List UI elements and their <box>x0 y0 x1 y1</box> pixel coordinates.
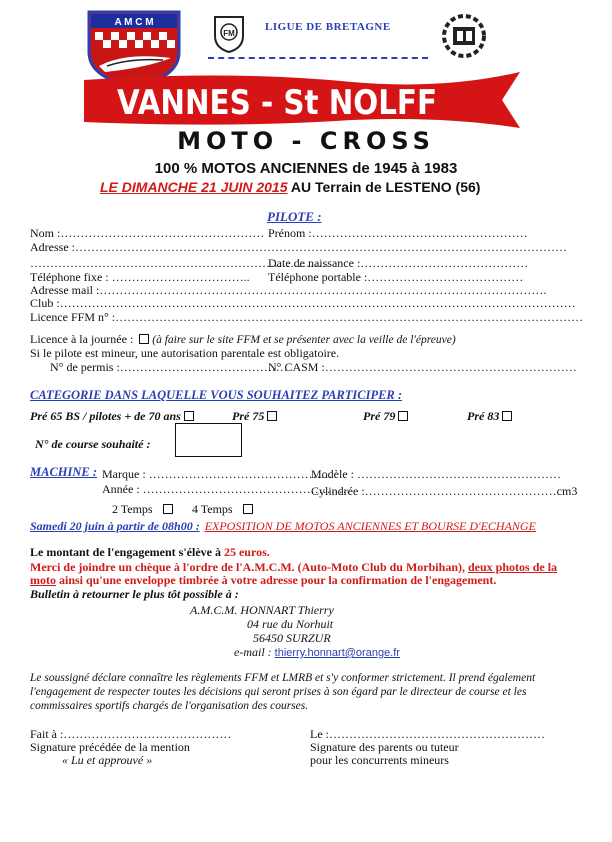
address-email-row <box>234 645 400 660</box>
ligue-title: LIGUE DE BRETAGNE <box>265 21 391 33</box>
signature-label: Signature précédée de la mention <box>30 740 190 754</box>
categorie-checkbox[interactable] <box>184 411 194 421</box>
engagement-photos-text: deux photos de la <box>468 560 558 574</box>
email-link[interactable]: thierry.honnart@orange.fr <box>274 647 400 659</box>
engagement-cheque-text: Merci de joindre un chèque à l'ordre de l'A.M.C.M. (Auto-Moto Club du Morbihan), <box>30 560 468 574</box>
permis-field[interactable]: N° de permis :…………………………………… <box>50 360 288 374</box>
engagement-price: 25 euros. <box>223 545 270 559</box>
mail-field[interactable]: Adresse mail :…………………………………………………………………………………………………. <box>30 283 547 297</box>
address-name: A.M.C.M. HONNART Thierry <box>190 603 334 617</box>
licence-journee-row <box>30 332 456 347</box>
categorie-option[interactable] <box>467 409 512 423</box>
engagement-line-1 <box>30 545 270 559</box>
engagement-moto-text: moto <box>30 573 56 587</box>
tel-portable-field[interactable]: Téléphone portable :………………………………… <box>268 270 524 284</box>
engagement-line-2 <box>30 560 557 574</box>
date-le-field[interactable]: Le :……………………………………………… <box>310 727 545 741</box>
parent-signature-label: Signature des parents ou tuteur <box>310 740 459 754</box>
categorie-option[interactable] <box>232 409 277 423</box>
categorie-label: Pré 65 BS / pilotes + de 70 ans <box>30 409 181 423</box>
mineurs-label: pour les concurrents mineurs <box>310 753 449 767</box>
email-label: e-mail : <box>234 645 275 659</box>
samedi-date: Samedi 20 juin à partir de 08h00 : <box>30 519 200 533</box>
adresse-field[interactable]: Adresse :…………………………………………………………………………………………………………… <box>30 240 567 254</box>
exposition-text: EXPOSITION DE MOTOS ANCIENNES ET BOURSE D'ECHANGE <box>204 519 536 533</box>
declaration-line: commissaires sportifs chargés de l'organisation des courses. <box>30 700 309 712</box>
naissance-field[interactable]: Date de naissance :…………………………………… <box>268 256 529 270</box>
categorie-label: Pré 79 <box>363 409 396 423</box>
marque-field[interactable]: Marque : ………………………………………. <box>102 467 332 481</box>
adresse2-field[interactable]: ………………………………………………………………… <box>30 256 330 270</box>
bulletin-note: Bulletin à retourner le plus tôt possible à : <box>30 587 239 601</box>
casm-field[interactable]: N° CASM :……………………………………………………… <box>268 360 577 374</box>
categorie-option[interactable] <box>30 409 194 423</box>
tel-fixe-field[interactable]: Téléphone fixe : …………………………….. <box>30 270 250 284</box>
event-date-place: AU Terrain de LESTENO (56) <box>287 179 481 195</box>
licence-journee-note: (à faire sur le site FFM et se présenter avec la veille de l'épreuve) <box>152 334 456 346</box>
four-stroke-option[interactable] <box>192 502 253 516</box>
categorie-heading: CATEGORIE DANS LAQUELLE VOUS SOUHAITEZ PARTICIPER : <box>30 388 403 402</box>
engagement-line-3 <box>30 573 496 587</box>
event-date-day: LE DIMANCHE 21 JUIN 2015 <box>100 179 288 195</box>
event-title: MOTO - CROSS <box>177 127 435 155</box>
categorie-checkbox[interactable] <box>398 411 408 421</box>
four-stroke-label: 4 Temps <box>192 502 233 516</box>
fem-logo <box>440 12 488 60</box>
categorie-checkbox[interactable] <box>267 411 277 421</box>
badge-text: A M C M <box>114 17 154 28</box>
engagement-enveloppe-text: ainsi qu'une enveloppe timbrée à votre adresse pour la confirmation de l'engagement. <box>56 573 497 587</box>
address-city: 56450 SURZUR <box>253 631 331 645</box>
four-stroke-checkbox[interactable] <box>243 504 253 514</box>
nom-field[interactable]: Nom :…………………………………………… <box>30 226 265 240</box>
vannes-pennant <box>82 70 522 130</box>
engagement-text: Le montant de l'engagement s'élève à <box>30 545 224 559</box>
categorie-option[interactable] <box>363 409 408 423</box>
cylindree-field[interactable]: Cylindrée :…………………………………………cm3 <box>311 484 578 498</box>
event-subtitle: 100 % MOTOS ANCIENNES de 1945 à 1983 <box>154 160 458 177</box>
declaration-line: l'engagement de respecter toutes les décisions qui seront prises à son égard par le directeur de course et les <box>30 686 527 698</box>
categorie-label: Pré 83 <box>467 409 500 423</box>
course-number-label: N° de course souhaité : <box>35 437 151 451</box>
categorie-label: Pré 75 <box>232 409 265 423</box>
modele-field[interactable]: Modèle : …………………………………………… <box>311 467 561 481</box>
lu-approuve: « Lu et approuvé » <box>62 753 153 767</box>
licence-journee-label: Licence à la journée : <box>30 332 134 346</box>
licence-field[interactable]: Licence FFM n° :……………………………………………………………………………………………………… <box>30 310 584 324</box>
pilote-heading: PILOTE : <box>267 209 322 224</box>
fm-badge-text: FM <box>223 29 235 38</box>
samedi-line <box>30 519 536 533</box>
licence-journee-checkbox[interactable] <box>139 334 149 344</box>
declaration-line: Le soussigné déclare connaître les règlements FFM et LMRB et s'y conformer strictement. Il prend également <box>30 672 536 684</box>
annee-field[interactable]: Année : ……………………………………………. <box>102 482 350 496</box>
fait-a-field[interactable]: Fait à :…………………………………… <box>30 727 232 741</box>
course-number-input[interactable] <box>175 423 242 457</box>
pennant-text: VANNES - St NOLFF <box>117 83 437 123</box>
two-stroke-checkbox[interactable] <box>163 504 173 514</box>
prenom-field[interactable]: Prénom :……………………………………………… <box>268 226 528 240</box>
machine-heading: MACHINE : <box>30 465 98 479</box>
two-stroke-label: 2 Temps <box>112 502 153 516</box>
fm-federation-logo <box>212 14 246 54</box>
address-street: 04 rue du Norhuit <box>247 617 334 631</box>
ligue-divider <box>208 57 428 59</box>
categorie-checkbox[interactable] <box>502 411 512 421</box>
event-date <box>100 179 480 195</box>
mineur-note: Si le pilote est mineur, une autorisation parentale est obligatoire. <box>30 346 340 360</box>
two-stroke-option[interactable] <box>112 502 173 516</box>
club-field[interactable]: Club :………………………………………………………………………………………………………………… <box>30 296 576 310</box>
